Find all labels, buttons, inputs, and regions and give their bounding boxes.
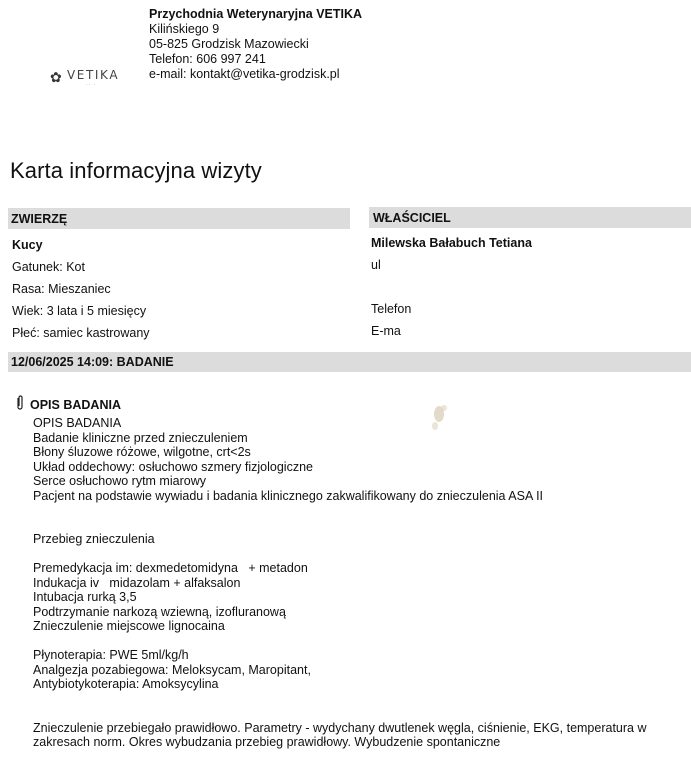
exam-line	[33, 518, 647, 533]
clinic-phone: Telefon: 606 997 241	[149, 52, 266, 66]
animal-breed: Rasa: Mieszaniec	[12, 282, 111, 296]
exam-header	[8, 352, 691, 372]
exam-line	[33, 692, 647, 707]
clinic-name: Przychodnia Weterynaryjna VETIKA	[149, 7, 363, 21]
exam-line: Analgezja pozabiegowa: Meloksycam, Maropitant,	[33, 662, 311, 677]
exam-line	[33, 547, 647, 562]
exam-line: Intubacja rurką 3,5	[33, 590, 137, 604]
exam-line: Podtrzymanie narkozą wziewną, izofluranową	[33, 604, 286, 619]
clinic-info	[149, 7, 362, 82]
owner-phone: Telefon	[371, 302, 412, 316]
animal-name: Kucy	[12, 238, 43, 252]
paperclip-icon	[15, 395, 25, 411]
exam-text	[33, 416, 647, 750]
owner-section-header	[369, 207, 691, 228]
exam-line: Antybiotykoterapia: Amoksycylina	[33, 677, 219, 691]
clinic-logo	[50, 66, 128, 92]
owner-details	[371, 232, 691, 342]
exam-line: Płynoterapia: PWE 5ml/kg/h	[33, 648, 189, 662]
exam-line: zakresach norm. Okres wybudzania przebieg prawidłowy. Wybudzenie spontaniczne	[33, 735, 501, 749]
clinic-email: e-mail: kontakt@vetika-grodzisk.pl	[149, 67, 340, 81]
exam-line	[33, 706, 647, 721]
exam-line	[33, 503, 647, 518]
clinic-street: Kilińskiego 9	[149, 22, 220, 36]
animal-sex: Płeć: samiec kastrowany	[12, 326, 150, 340]
exam-line: Znieczulenie miejscowe lignocaina	[33, 619, 225, 633]
exam-line: Błony śluzowe różowe, wilgotne, crt<2s	[33, 445, 251, 459]
exam-line: Znieczulenie przebiegało prawidłowo. Parametry - wydychany dwutlenek węgla, ciśnienie, EKG, temperatura w	[33, 720, 647, 735]
exam-line: Serce osłuchowo rytm miarowy	[33, 474, 206, 488]
animal-section-header	[8, 208, 350, 229]
exam-line: Badanie kliniczne przed znieczuleniem	[33, 430, 248, 445]
clinic-city: 05-825 Grodzisk Mazowiecki	[149, 37, 309, 51]
owner-name: Milewska Bałabuch Tetiana	[371, 236, 532, 250]
owner-blank-row	[371, 276, 691, 298]
exam-line: Indukacja iv midazolam + alfaksalon	[33, 575, 241, 590]
owner-header-label: WŁAŚCICIEL	[373, 211, 451, 225]
exam-line: OPIS BADANIA	[33, 416, 122, 430]
exam-line: Premedykacja im: dexmedetomidyna + metadon	[33, 561, 308, 575]
exam-line	[33, 634, 647, 649]
logo-text: VETIKA	[67, 68, 120, 82]
paw-icon: ✿	[50, 69, 62, 85]
exam-line: Pacjent na podstawie wywiadu i badania klinicznego zakwalifikowany do znieczulenia ASA II	[33, 488, 544, 503]
exam-header-label: 12/06/2025 14:09: BADANIE	[11, 355, 174, 369]
exam-line: Przebieg znieczulenia	[33, 532, 155, 546]
animal-species: Gatunek: Kot	[12, 260, 85, 274]
animal-age: Wiek: 3 lata i 5 miesięcy	[12, 304, 147, 318]
exam-section-title: OPIS BADANIA	[30, 398, 121, 412]
animal-details	[12, 234, 150, 344]
owner-email: E-ma	[371, 324, 401, 338]
exam-line: Układ oddechowy: osłuchowo szmery fizjologiczne	[33, 459, 313, 474]
logo-sub-mark: ·· ·	[86, 82, 97, 88]
page-title: Karta informacyjna wizyty	[10, 158, 262, 183]
animal-header-label: ZWIERZĘ	[11, 212, 68, 226]
owner-address: ul	[371, 258, 381, 272]
